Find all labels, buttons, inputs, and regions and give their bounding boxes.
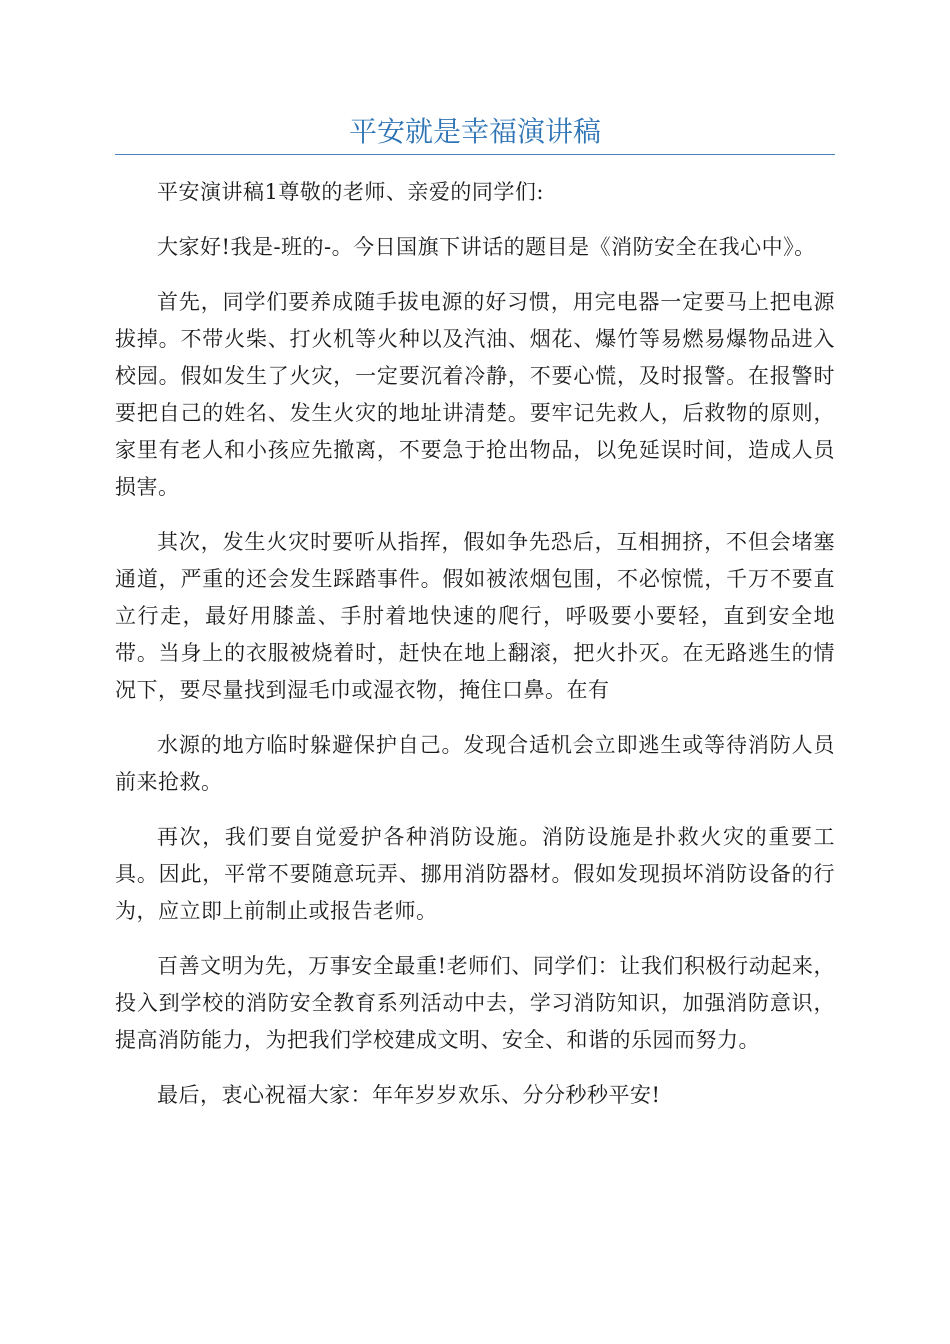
paragraph-intro: 大家好!我是-班的-。今日国旗下讲话的题目是《消防安全在我心中》。: [157, 235, 816, 259]
paragraph-closing: 最后，衷心祝福大家：年年岁岁欢乐、分分秒秒平安!: [157, 1083, 661, 1107]
paragraph-call-to-action: 百善文明为先，万事安全最重!老师们、同学们：让我们积极行动起来，投入到学校的消防安全教育系列活动中去，学习消防知识，加强消防意识，提高消防能力，为把我们学校建成文明、安全、和谐的乐园而努力。: [115, 954, 835, 1052]
paragraph-first: 首先，同学们要养成随手拔电源的好习惯，用完电器一定要马上把电源拔掉。不带火柴、打火机等火种以及汽油、烟花、爆竹等易燃易爆物品进入校园。假如发生了火灾，一定要沉着冷静，不要心慌，及时报警。在报警时要把自己的姓名、发生火灾的地址讲清楚。要牢记先救人，后救物的原则，家里有老人和小孩应先撤离，不要急于抢出物品，以免延误时间，造成人员损害。: [115, 290, 835, 499]
paragraph-second-continued: 水源的地方临时躲避保护自己。发现合适机会立即逃生或等待消防人员前来抢救。: [115, 733, 835, 794]
title-underline: [115, 154, 835, 155]
document-body: [115, 174, 835, 1132]
paragraph-greeting: 平安演讲稿1尊敬的老师、亲爱的同学们:: [157, 180, 544, 204]
paragraph-third: 再次，我们要自觉爱护各种消防设施。消防设施是扑救火灾的重要工具。因此，平常不要随意玩弄、挪用消防器材。假如发现损坏消防设备的行为，应立即上前制止或报告老师。: [115, 825, 835, 923]
document-title: 平安就是幸福演讲稿: [348, 115, 601, 148]
paragraph-second: 其次，发生火灾时要听从指挥，假如争先恐后，互相拥挤，不但会堵塞通道，严重的还会发生踩踏事件。假如被浓烟包围，不必惊慌，千万不要直立行走，最好用膝盖、手肘着地快速的爬行，呼吸要小要轻，直到安全地带。当身上的衣服被烧着时，赶快在地上翻滚，把火扑灭。在无路逃生的情况下，要尽量找到湿毛巾或湿衣物，掩住口鼻。在有: [115, 530, 835, 702]
